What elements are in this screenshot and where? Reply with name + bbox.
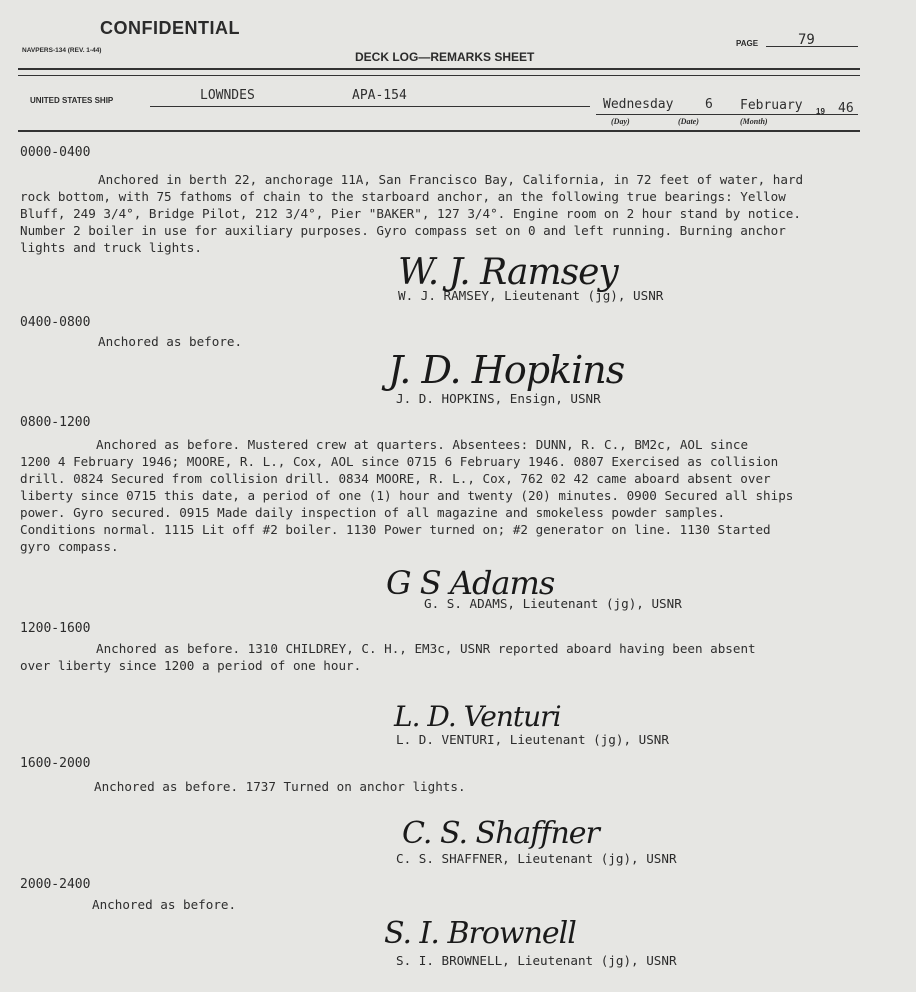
signature-brownell: S. I. Brownell (384, 916, 576, 951)
confidential-stamp: CONFIDENTIAL (100, 18, 240, 38)
signed-name: L. D. VENTURI, Lieutenant (jg), USNR (396, 732, 669, 747)
signed-name: C. S. SHAFFNER, Lieutenant (jg), USNR (396, 851, 677, 866)
date-underline (596, 114, 858, 115)
date-caption: (Date) (678, 117, 699, 126)
log-line: Anchored as before. Mustered crew at quarters. Absentees: DUNN, R. C., BM2c, AOL since (96, 437, 749, 452)
ship-name-underline (150, 106, 590, 107)
hull-number: APA-154 (352, 88, 407, 103)
signature-adams: G S Adams (386, 564, 555, 602)
signature-shaffner: C. S. Shaffner (402, 816, 599, 851)
watch-label: 0000-0400 (20, 145, 91, 160)
watch-label: 0800-1200 (20, 415, 91, 430)
day-caption: (Day) (611, 117, 630, 126)
log-day: Wednesday (603, 97, 674, 112)
signature-ramsey: W. J. Ramsey (398, 252, 618, 293)
signed-name: J. D. HOPKINS, Ensign, USNR (396, 391, 601, 406)
signature-hopkins: J. D. Hopkins (388, 348, 625, 392)
page-number-underline (766, 46, 858, 47)
log-line: rock bottom, with 75 fathoms of chain to the starboard anchor, an the following true bearings: Yellow (20, 189, 786, 204)
watch-label: 1600-2000 (20, 756, 91, 771)
ship-label: UNITED STATES SHIP (30, 96, 114, 105)
log-date: 6 (705, 97, 713, 112)
signed-name: W. J. RAMSEY, Lieutenant (jg), USNR (398, 288, 664, 303)
signed-name: S. I. BROWNELL, Lieutenant (jg), USNR (396, 953, 677, 968)
log-line: Anchored as before. (92, 897, 237, 912)
log-line: 1200 4 February 1946; MOORE, R. L., Cox, AOL since 0715 6 February 1946. 0807 Exercised as collision (20, 454, 779, 469)
year-prefix: 19 (816, 107, 825, 116)
log-line: over liberty since 1200 a period of one hour. (20, 658, 362, 673)
log-line: Bluff, 249 3/4°, Bridge Pilot, 212 3/4°, Pier "BAKER", 127 3/4°. Engine room on 2 hour stand by notice. (20, 206, 801, 221)
header-rule-bottom (18, 130, 860, 132)
log-line: power. Gyro secured. 0915 Made daily inspection of all magazine and smokeless powder samples. (20, 505, 726, 520)
page-label: PAGE (736, 39, 759, 48)
log-line: Anchored in berth 22, anchorage 11A, San Francisco Bay, California, in 72 feet of water, hard (98, 172, 804, 187)
month-caption: (Month) (740, 117, 768, 126)
ship-name: LOWNDES (200, 88, 255, 103)
signature-venturi: L. D. Venturi (394, 700, 561, 733)
header-rule-second (18, 75, 860, 76)
form-number: NAVPERS-134 (REV. 1-44) (22, 47, 102, 54)
log-line: Anchored as before. 1310 CHILDREY, C. H., EM3c, USNR reported aboard having been absent (96, 641, 756, 656)
signed-name: G. S. ADAMS, Lieutenant (jg), USNR (424, 596, 682, 611)
log-month: February (740, 98, 803, 113)
header-rule-top (18, 68, 860, 70)
log-line: Conditions normal. 1115 Lit off #2 boiler. 1130 Power turned on; #2 generator on line. 1130 Started (20, 522, 771, 537)
log-line: Number 2 boiler in use for auxiliary purposes. Gyro compass set on 0 and left running. Burning anchor (20, 223, 786, 238)
year-suffix: 46 (838, 101, 854, 116)
page-number: 79 (798, 32, 815, 48)
log-line: Anchored as before. (98, 334, 243, 349)
log-line: lights and truck lights. (20, 240, 202, 255)
log-line: liberty since 0715 this date, a period of one (1) hour and twenty (20) minutes. 0900 Secured all ships (20, 488, 794, 503)
watch-label: 1200-1600 (20, 621, 91, 636)
watch-label: 2000-2400 (20, 877, 91, 892)
sheet-title: DECK LOG—REMARKS SHEET (355, 50, 535, 64)
log-line: drill. 0824 Secured from collision drill. 0834 MOORE, R. L., Cox, 762 02 42 came aboard absent over (20, 471, 771, 486)
watch-label: 0400-0800 (20, 315, 91, 330)
log-line: Anchored as before. 1737 Turned on anchor lights. (94, 779, 466, 794)
log-line: gyro compass. (20, 539, 119, 554)
